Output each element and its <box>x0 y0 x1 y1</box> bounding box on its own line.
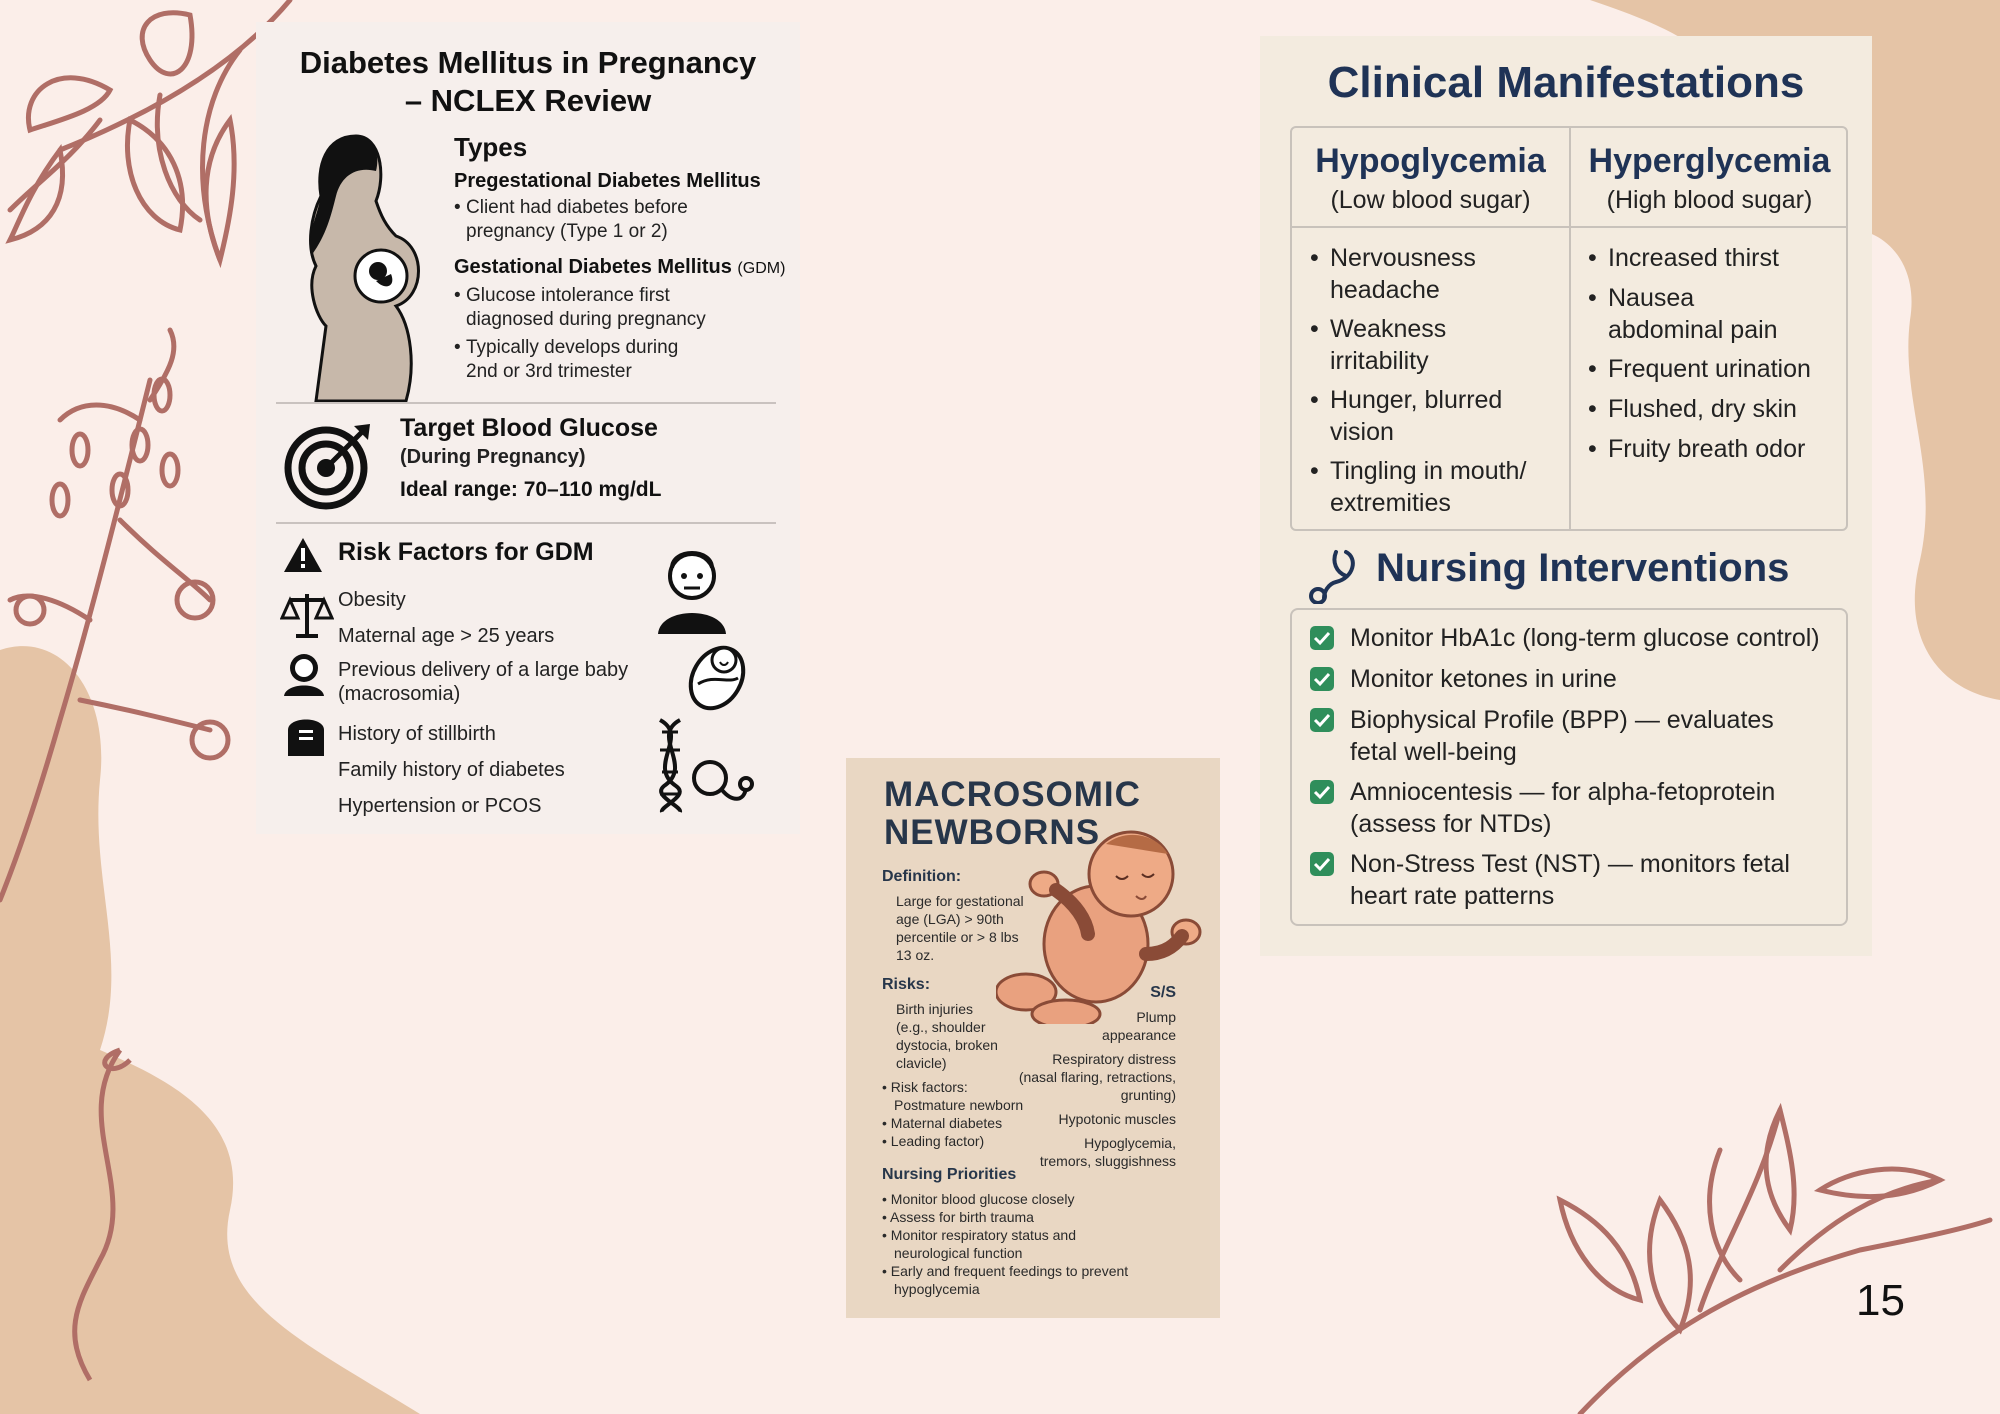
check-icon <box>1310 667 1334 691</box>
risk-factors-title: Risk Factors for GDM <box>338 538 594 566</box>
divider <box>276 522 776 524</box>
hyperglycemia-sub: (High blood sugar) <box>1606 186 1813 214</box>
intervention-item: Non-Stress Test (NST) — monitors fetal heart rate patterns <box>1350 850 1790 910</box>
risk-item: Maternal age > 25 years <box>338 625 555 647</box>
target-glucose-sub: (During Pregnancy) <box>400 446 586 468</box>
nursing-interventions-title: Nursing Interventions <box>1376 546 1790 590</box>
pregestational-bullet: • Client had diabetes before pregnancy (Type 1 or 2) <box>454 197 688 242</box>
target-icon <box>284 420 374 510</box>
intervention-item: Monitor ketones in urine <box>1350 665 1617 693</box>
gestational-bullet-1: • Glucose intolerance first diagnosed during pregnancy <box>454 285 706 330</box>
macrosomic-newborns-card <box>846 758 1220 1318</box>
nursing-priorities-text: • Monitor blood glucose closely • Assess for birth trauma • Monitor respiratory status and neurological function • Early and frequent feedings to prevent hypoglycemia <box>882 1191 1129 1297</box>
risk-item: History of stillbirth <box>338 723 496 745</box>
hyper-item: • Nausea abdominal pain <box>1588 284 1778 344</box>
risk-item: Previous delivery of a large baby <box>338 659 629 681</box>
risk-item: (macrosomia) <box>338 683 461 705</box>
scale-icon <box>280 590 334 640</box>
manifestations-table <box>1290 126 1848 531</box>
dna-stethoscope-icon <box>650 716 760 816</box>
risks-text: Birth injuries (e.g., shoulder dystocia, broken clavicle) <box>896 1001 998 1071</box>
check-icon <box>1310 708 1334 732</box>
mac-title: MACROSOMIC NEWBORNS <box>884 775 1141 852</box>
row-separator <box>1292 226 1846 228</box>
tombstone-icon <box>282 710 330 758</box>
check-icon <box>1310 852 1334 876</box>
hypo-item: • Tingling in mouth/ extremities <box>1310 457 1527 517</box>
hyperglycemia-header: Hyperglycemia <box>1588 142 1831 180</box>
risks-heading: Risks: <box>882 976 931 993</box>
page-number: 15 <box>1856 1276 1905 1325</box>
pregestational-heading: Pregestational Diabetes Mellitus <box>454 170 761 192</box>
hyper-item: • Increased thirst <box>1588 244 1779 272</box>
check-icon <box>1310 626 1334 650</box>
hypoglycemia-sub: (Low blood sugar) <box>1330 186 1531 214</box>
risk-factors-text: • Risk factors: Postmature newborn • Maternal diabetes • Leading factor) <box>882 1079 1024 1149</box>
intervention-item: Amniocentesis — for alpha-fetoprotein (assess for NTDs) <box>1350 778 1776 838</box>
nursing-priorities-heading: Nursing Priorities <box>882 1166 1017 1183</box>
intervention-item: Monitor HbA1c (long-term glucose control) <box>1350 624 1820 652</box>
pregnant-woman-icon <box>286 126 436 406</box>
hyper-item: • Frequent urination <box>1588 355 1811 383</box>
check-icon <box>1310 780 1334 804</box>
hypo-item: • Hunger, blurred vision <box>1310 386 1503 446</box>
hyper-item: • Fruity breath odor <box>1588 435 1806 463</box>
risk-item: Hypertension or PCOS <box>338 795 542 817</box>
target-glucose-range: Ideal range: 70–110 mg/dL <box>400 478 662 501</box>
clinical-manifestations-card <box>1260 36 1872 956</box>
gestational-heading: Gestational Diabetes Mellitus (GDM) <box>454 256 786 278</box>
hypo-item: • Nervousness headache <box>1310 244 1476 304</box>
stethoscope-icon <box>1306 548 1362 604</box>
clinical-manifestations-title: Clinical Manifestations <box>1327 58 1805 107</box>
dm-pregnancy-card <box>256 22 800 834</box>
types-heading: Types <box>454 132 528 162</box>
divider <box>276 402 776 404</box>
ss-text: Plump appearance Respiratory distress (nasal flaring, retractions, grunting) Hypotonic muscles Hypoglycemia, tremors, sluggishness <box>1018 1009 1176 1169</box>
ss-heading: S/S <box>1150 984 1176 1001</box>
risk-item: Family history of diabetes <box>338 759 565 781</box>
definition-heading: Definition: <box>882 868 962 885</box>
card-title: Diabetes Mellitus in Pregnancy – NCLEX Review <box>299 45 757 118</box>
intervention-item: Biophysical Profile (BPP) — evaluates fetal well-being <box>1350 706 1774 766</box>
gestational-bullet-2: • Typically develops during 2nd or 3rd trimester <box>454 337 679 382</box>
hypoglycemia-header: Hypoglycemia <box>1315 142 1546 180</box>
target-glucose-title: Target Blood Glucose <box>400 414 658 442</box>
swaddled-baby-icon <box>684 634 750 714</box>
hyper-item: • Flushed, dry skin <box>1588 395 1797 423</box>
interventions-list <box>1290 608 1848 926</box>
elderly-person-icon <box>652 546 732 636</box>
hypo-item: • Weakness irritability <box>1310 315 1447 375</box>
risk-item: Obesity <box>338 589 406 611</box>
definition-text: Large for gestational age (LGA) > 90th percentile or > 8 lbs 13 oz. <box>896 893 1024 963</box>
warning-icon <box>282 536 324 574</box>
person-icon <box>280 650 328 698</box>
